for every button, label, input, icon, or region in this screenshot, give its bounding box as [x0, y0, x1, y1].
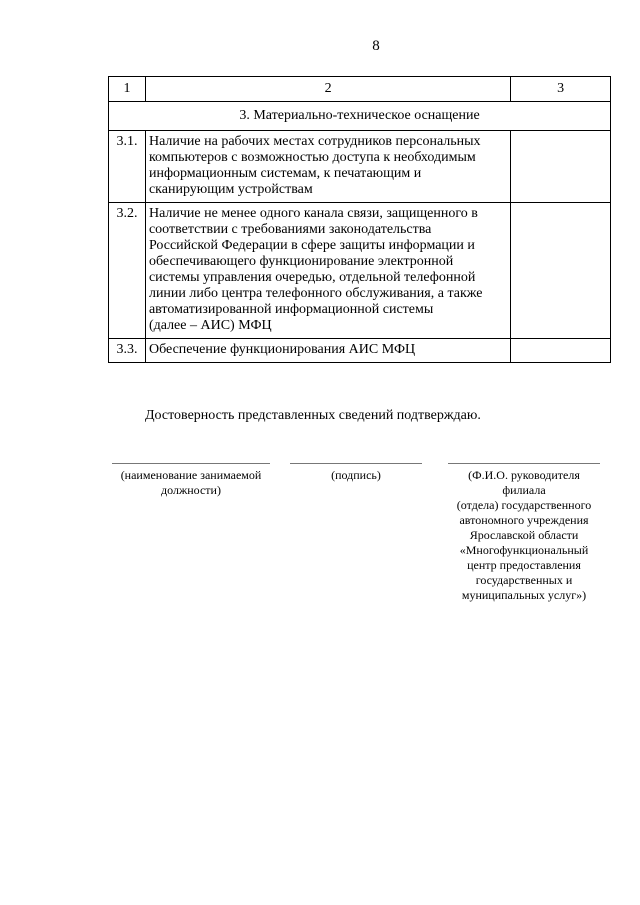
caption-line: (наименование занимаемой — [120, 468, 262, 482]
row-text-line: сканирующим устройствам — [148, 182, 313, 197]
row-text-line: Российской Федерации в сфере защиты информации и — [148, 238, 475, 253]
equipment-table — [108, 76, 611, 363]
row-text-line: (далее – АИС) МФЦ — [148, 318, 272, 333]
caption-line: центр предоставления — [467, 558, 581, 572]
caption-line: (Ф.И.О. руководителя — [468, 468, 580, 482]
row-text — [145, 131, 510, 203]
table-row — [109, 203, 611, 339]
row-text-line: автоматизированной информационной системы — [148, 302, 434, 317]
row-text-line: линии либо центра телефонного обслуживания, а также — [148, 286, 483, 301]
row-text-line: системы управления очередью, отдельной телефонной — [148, 270, 476, 285]
header-col-1: 1 — [109, 77, 146, 102]
caption-line: автономного учреждения — [459, 513, 589, 527]
caption-line: (подпись) — [331, 468, 381, 482]
row-text — [145, 339, 510, 363]
row-text-line: Наличие на рабочих местах сотрудников персональных — [148, 134, 481, 149]
row-text — [145, 203, 510, 339]
caption-line: «Многофункциональный — [459, 543, 589, 557]
caption-line: муниципальных услуг») — [461, 588, 587, 602]
header-col-2: 2 — [145, 77, 510, 102]
signature-line — [290, 463, 422, 464]
table-header-row — [109, 77, 611, 102]
row-text-line: Обеспечение функционирования АИС МФЦ — [148, 342, 416, 357]
signature-caption — [290, 468, 422, 483]
caption-line: Ярославской области — [469, 528, 579, 542]
page-number: 8 — [372, 38, 380, 54]
caption-line: государственных и — [475, 573, 573, 587]
row-text-line: компьютеров с возможностью доступа к необходимым — [148, 150, 476, 165]
row-number: 3.2. — [109, 203, 146, 339]
section-title: 3. Материально-техническое оснащение — [109, 102, 611, 131]
row-value — [511, 131, 611, 203]
name-caption — [440, 468, 608, 603]
row-text-line: обеспечивающего функционирование электронной — [148, 254, 454, 269]
caption-line: филиала — [502, 483, 546, 497]
row-text-line: Наличие не менее одного канала связи, защищенного в — [148, 206, 478, 221]
row-text-line: информационным системам, к печатающим и — [148, 166, 422, 181]
confirmation-text: Достоверность представленных сведений подтверждаю. — [145, 408, 481, 423]
row-number: 3.1. — [109, 131, 146, 203]
table-row — [109, 339, 611, 363]
section-row — [109, 102, 611, 131]
caption-line: должности) — [161, 483, 221, 497]
position-signature-line — [112, 463, 270, 464]
name-signature-line — [448, 463, 600, 464]
row-value — [511, 203, 611, 339]
row-text-line: соответствии с требованиями законодательства — [148, 222, 432, 237]
position-caption — [112, 468, 270, 498]
caption-line: (отдела) государственного — [456, 498, 592, 512]
row-number: 3.3. — [109, 339, 146, 363]
table-row — [109, 131, 611, 203]
header-col-3: 3 — [511, 77, 611, 102]
row-value — [511, 339, 611, 363]
